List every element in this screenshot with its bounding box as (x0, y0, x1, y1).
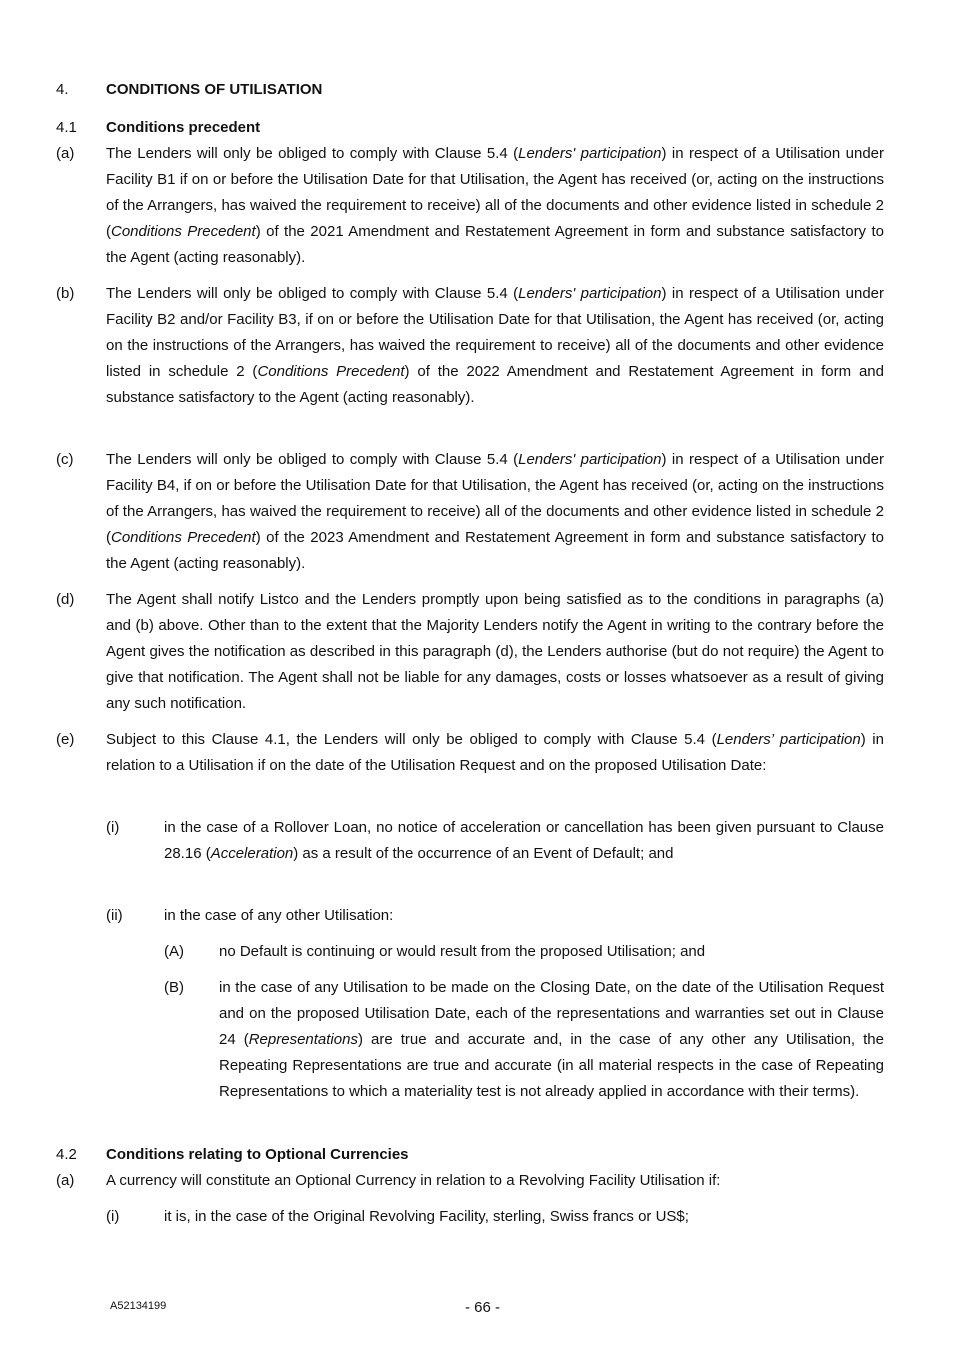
section-title: CONDITIONS OF UTILISATION (106, 81, 323, 98)
paragraph-text: The Lenders will only be obliged to comply with Clause 5.4 (Lenders' participation) in respect of a Utilisation under Facility B4, if on or before the Utilisation Date for that Utilisation, the Agent has received (or, acting on the instructions of the Arrangers, has waived the requirement to receive) all of the documents and other evidence listed in schedule 2 (Conditions Precedent) of the 2023 Amendment and Restatement Agreement in form and substance satisfactory to the Agent (acting reasonably). (106, 451, 884, 572)
paragraph-label: (a) (56, 1172, 75, 1189)
subparagraph-text: it is, in the case of the Original Revolving Facility, sterling, Swiss francs or US$; (164, 1208, 689, 1225)
item-label: (A) (164, 943, 184, 960)
item-label: (B) (164, 979, 184, 996)
paragraph-label: (a) (56, 145, 75, 162)
item-4-1-e-ii-A (164, 939, 884, 965)
section-number: 4. (56, 81, 69, 98)
paragraph-text: The Lenders will only be obliged to comply with Clause 5.4 (Lenders' participation) in respect of a Utilisation under Facility B2 and/or Facility B3, if on or before the Utilisation Date for that Utilisation, the Agent has received (or, acting on the instructions of the Arrangers, has waived the requirement to receive) all of the documents and other evidence listed in schedule 2 (Conditions Precedent) of the 2022 Amendment and Restatement Agreement in form and substance satisfactory to the Agent (acting reasonably). (106, 285, 884, 406)
paragraph-label: (b) (56, 285, 75, 302)
paragraph-4-1-e (56, 727, 884, 779)
paragraph-4-1-d (56, 587, 884, 717)
subparagraph-label: (i) (106, 819, 120, 836)
subparagraph-4-2-a-i (106, 1204, 884, 1230)
paragraph-4-1-a (56, 141, 884, 271)
page-number: - 66 - (464, 1299, 500, 1316)
paragraph-text: The Agent shall notify Listco and the Lenders promptly upon being satisfied as to the conditions in paragraphs (a) and (b) above. Other than to the extent that the Majority Lenders notify the Agent in writing to the contrary before the Agent gives the notification as described in this paragraph (d), the Lenders authorise (but do not require) the Agent to give that notification. The Agent shall not be liable for any damages, costs or losses whatsoever as a result of giving any such notification. (106, 591, 884, 712)
clause-4-2-title: Conditions relating to Optional Currencies (106, 1146, 409, 1163)
subparagraph-4-1-e-ii (106, 903, 884, 929)
paragraph-label: (e) (56, 731, 75, 748)
paragraph-4-1-c (56, 447, 884, 577)
item-text: in the case of any Utilisation to be made on the Closing Date, on the date of the Utilisation Request and on the proposed Utilisation Date, each of the representations and warranties set out in Clause 24 (Representations) are true and accurate and, in the case of any other any Utilisation, the Repeating Representations are true and accurate (in all material respects in the case of Repeating Representations to which a materiality test is not already applied in accordance with their terms). (219, 979, 884, 1100)
subparagraph-4-1-e-i (106, 815, 884, 867)
subparagraph-label: (ii) (106, 907, 123, 924)
paragraph-text: Subject to this Clause 4.1, the Lenders will only be obliged to comply with Clause 5.4 (Lenders’ participation) in relation to a Utilisation if on the date of the Utilisation Request and on the proposed Utilisation Date: (106, 731, 884, 774)
subparagraph-text: in the case of a Rollover Loan, no notice of acceleration or cancellation has been given pursuant to Clause 28.16 (Acceleration) as a result of the occurrence of an Event of Default; and (164, 819, 884, 862)
paragraph-label: (c) (56, 451, 74, 468)
item-4-1-e-ii-B (164, 975, 884, 1105)
clause-4-1-number: 4.1 (56, 119, 77, 136)
paragraph-text: The Lenders will only be obliged to comply with Clause 5.4 (Lenders' participation) in respect of a Utilisation under Facility B1 if on or before the Utilisation Date for that Utilisation, the Agent has received (or, acting on the instructions of the Arrangers, has waived the requirement to receive) all of the documents and other evidence listed in schedule 2 (Conditions Precedent) of the 2021 Amendment and Restatement Agreement in form and substance satisfactory to the Agent (acting reasonably). (106, 145, 884, 266)
clause-4-1-title: Conditions precedent (106, 119, 261, 136)
document-reference: A52134199 (110, 1300, 167, 1312)
clause-4-2-number: 4.2 (56, 1146, 77, 1163)
paragraph-4-2-a (56, 1168, 884, 1194)
paragraph-text: A currency will constitute an Optional Currency in relation to a Revolving Facility Utilisation if: (106, 1172, 721, 1189)
paragraph-4-1-b (56, 281, 884, 411)
item-text: no Default is continuing or would result from the proposed Utilisation; and (219, 943, 706, 960)
subparagraph-label: (i) (106, 1208, 120, 1225)
subparagraph-text: in the case of any other Utilisation: (164, 907, 394, 924)
paragraph-label: (d) (56, 591, 75, 608)
